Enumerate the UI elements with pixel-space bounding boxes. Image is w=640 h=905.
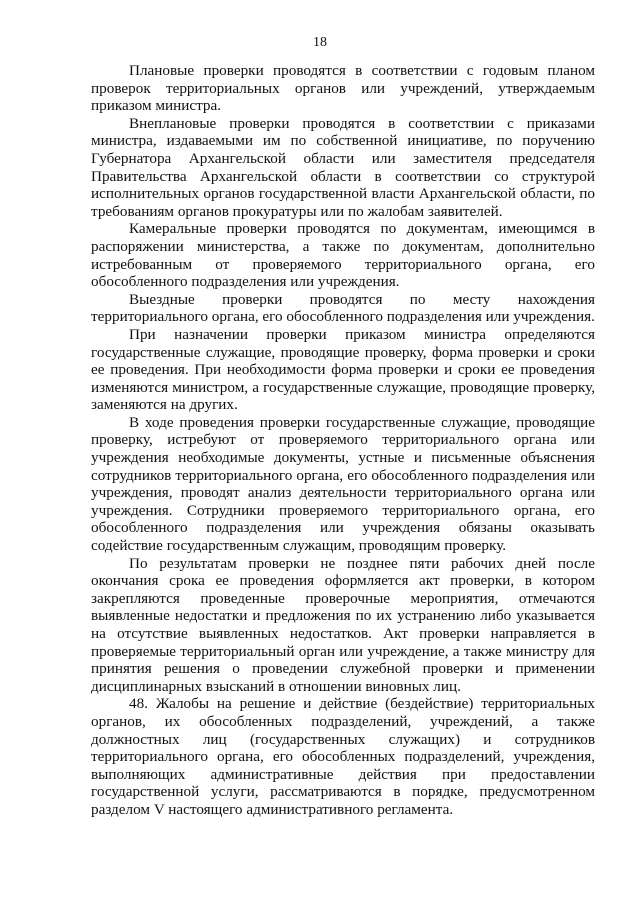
page-number: 18: [313, 35, 327, 50]
paragraph-planned-inspections: Плановые проверки проводятся в соответствии с годовым планом проверок территориальных органов или учреждений, утверждаемым приказом министра.: [91, 62, 595, 115]
document-body: [91, 62, 595, 819]
paragraph-inspection-process: В ходе проведения проверки государственные служащие, проводящие проверку, истребуют от проверяемого территориального органа или учреждения необходимые документы, устные и письменные объяснения сотрудников территориального органа, его обособленного подразделения или учреждения, проводят анализ деятельности территориального органа или учреждения. Сотрудники проверяемого территориального органа, его обособленного подразделения или учреждения обязаны оказывать содействие государственным служащим, проводящим проверку.: [91, 413, 595, 555]
paragraph-desk-inspections: Камеральные проверки проводятся по документам, имеющимся в распоряжении министерства, а также по документам, дополнительно истребованным от проверяемого территориального органа, его обособленного подразделения или учреждения.: [91, 220, 595, 291]
paragraph-inspection-assignment: При назначении проверки приказом министра определяются государственные служащие, проводящие проверку, форма проверки и сроки ее проведения. При необходимости форма проверки и сроки ее проведения изменяются министром, а государственные служащие, проводящие проверку, заменяются на других.: [91, 325, 595, 414]
paragraph-field-inspections: Выездные проверки проводятся по месту нахождения территориального органа, его обособленного подразделения или учреждения.: [91, 290, 595, 326]
paragraph-48-complaints: 48. Жалобы на решение и действие (бездействие) территориальных органов, их обособленных подразделений, учреждений, а также должностных лиц (государственных служащих) и сотрудников территориального органа, его обособленных подразделений, учреждения, выполняющих административные действия при предоставлении государственной услуги, рассматриваются в порядке, предусмотренном разделом V настоящего административного регламента.: [91, 695, 595, 818]
paragraph-inspection-results: По результатам проверки не позднее пяти рабочих дней после окончания срока ее проведения оформляется акт проверки, в котором закрепляются проведенные проверочные мероприятия, отмечаются выявленные недостатки и предложения по их устранению либо указывается на отсутствие выявленных недостатков. Акт проверки направляется в проверяемые территориальный орган или учреждение, а также министру для принятия решения о проведении служебной проверки и применении дисциплинарных взысканий в отношении виновных лиц.: [91, 554, 595, 695]
paragraph-unplanned-inspections: Внеплановые проверки проводятся в соответствии с приказами министра, издаваемыми им по собственной инициативе, по поручению Губернатора Архангельской области или заместителя председателя Правительства Архангельской области в соответствии со структурой исполнительных органов государственной власти Архангельской области, по требованиям органов прокуратуры или по жалобам заявителей.: [91, 114, 595, 220]
